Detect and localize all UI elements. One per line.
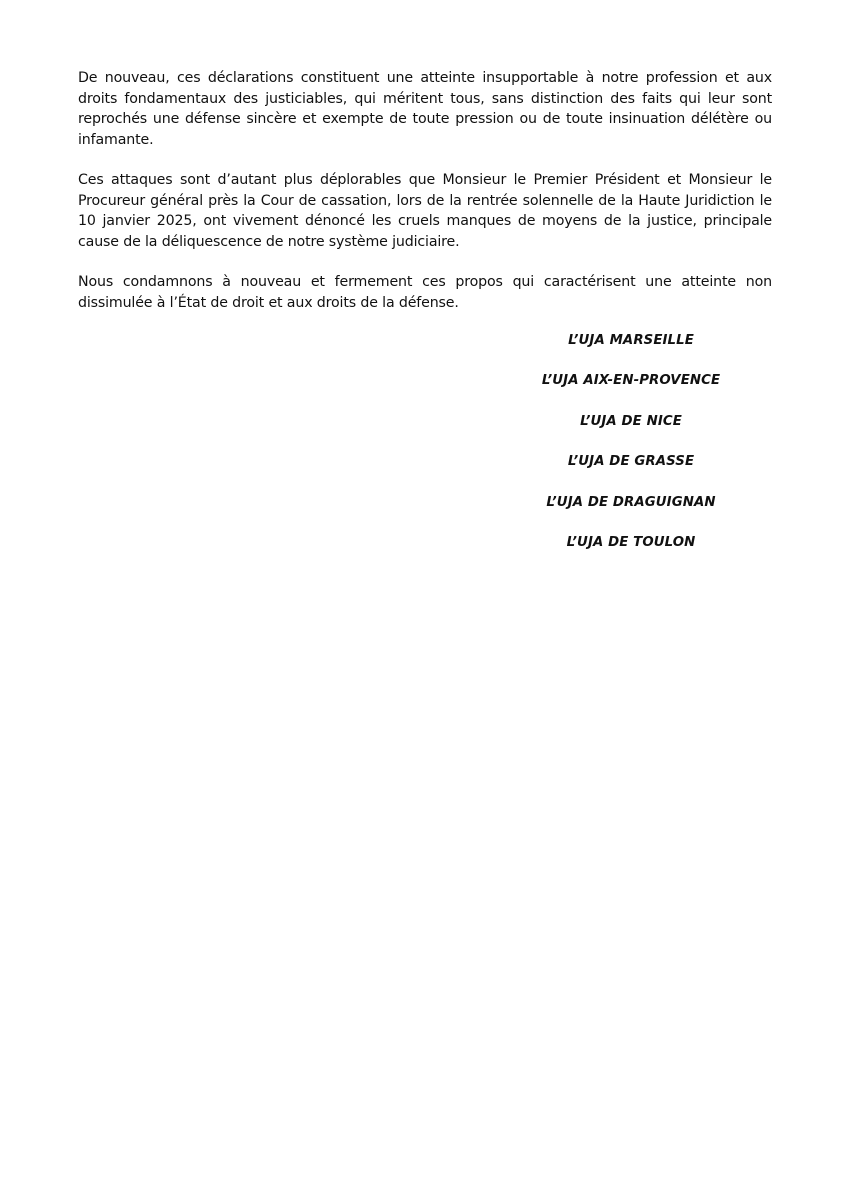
document-body	[78, 68, 772, 333]
signatory-marseille: L’UJA MARSEILLE	[568, 333, 694, 348]
signatories-block	[490, 331, 772, 573]
signatory-grasse: L’UJA DE GRASSE	[567, 454, 695, 470]
paragraph-3: Nous condamnons à nouveau et fermement ces propos qui caractérisent une atteinte non dissimulée à l’État de droit et aux droits de la défense.	[78, 274, 772, 311]
signatory-toulon: L’UJA DE TOULON	[566, 534, 696, 550]
paragraph-1: De nouveau, ces déclarations constituent une atteinte insupportable à notre profession et aux droits fondamentaux des justiciables, qui méritent tous, sans distinction des faits qui leur sont reprochés une défense sincère et exempte de toute pression ou de toute insinuation délétère ou infamante.	[78, 70, 772, 148]
paragraph-2: Ces attaques sont d’autant plus déplorables que Monsieur le Premier Président et Monsieur le Procureur général près la Cour de cassation, lors de la rentrée solennelle de la Haute Juridiction le 10 janvier 2025, ont vivement dénoncé les cruels manques de moyens de la justice, principale cause de la déliquescence de notre système judiciaire.	[78, 172, 772, 250]
signatory-draguignan: L’UJA DE DRAGUIGNAN	[546, 494, 716, 510]
signatory-nice: L’UJA DE NICE	[580, 413, 682, 429]
signatory-aix-en-provence: L’UJA AIX-EN-PROVENCE	[541, 373, 721, 389]
